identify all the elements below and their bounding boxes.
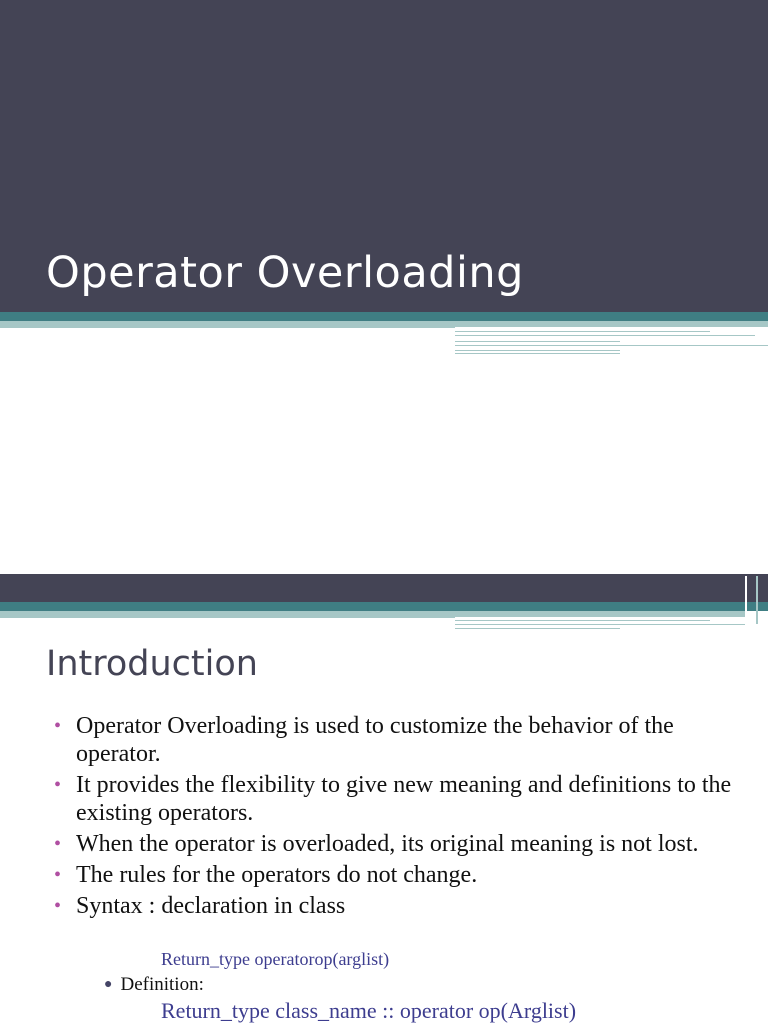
bullet-item: • Operator Overloading is used to customize the behavior of the operator. — [54, 713, 674, 767]
bullet-icon: • — [54, 833, 62, 855]
sub-bullet-icon: ● — [104, 977, 113, 992]
bullet-icon: • — [54, 864, 62, 886]
intro-header-band — [0, 574, 768, 602]
section-heading: Introduction — [46, 644, 258, 684]
definition-bullet — [104, 974, 204, 996]
intro-edge-bar — [745, 576, 747, 624]
bullet-icon: • — [54, 774, 62, 796]
intro-slide — [0, 574, 768, 1024]
bullet-icon: • — [54, 895, 62, 917]
title-teal-strip — [0, 312, 768, 321]
syntax-code-line: Return_type operatorop(arglist) — [161, 949, 390, 969]
bullet-list — [54, 712, 744, 923]
bullet-item: • Syntax : declaration in class — [54, 893, 346, 919]
slide-title: Operator Overloading — [46, 248, 524, 298]
intro-edge-bar — [756, 576, 758, 624]
title-light-strip — [0, 321, 455, 328]
bullet-item: • The rules for the operators do not change. — [54, 862, 478, 888]
intro-light-strip — [0, 611, 455, 618]
definition-code-line: Return_type class_name :: operator op(Arglist) — [161, 998, 577, 1023]
definition-label: Definition: — [120, 974, 204, 995]
bullet-item: • It provides the flexibility to give new meaning and definitions to the existing operators. — [54, 772, 732, 826]
bullet-item: • When the operator is overloaded, its original meaning is not lost. — [54, 831, 699, 857]
intro-teal-strip — [0, 602, 768, 611]
bullet-icon: • — [54, 715, 62, 737]
